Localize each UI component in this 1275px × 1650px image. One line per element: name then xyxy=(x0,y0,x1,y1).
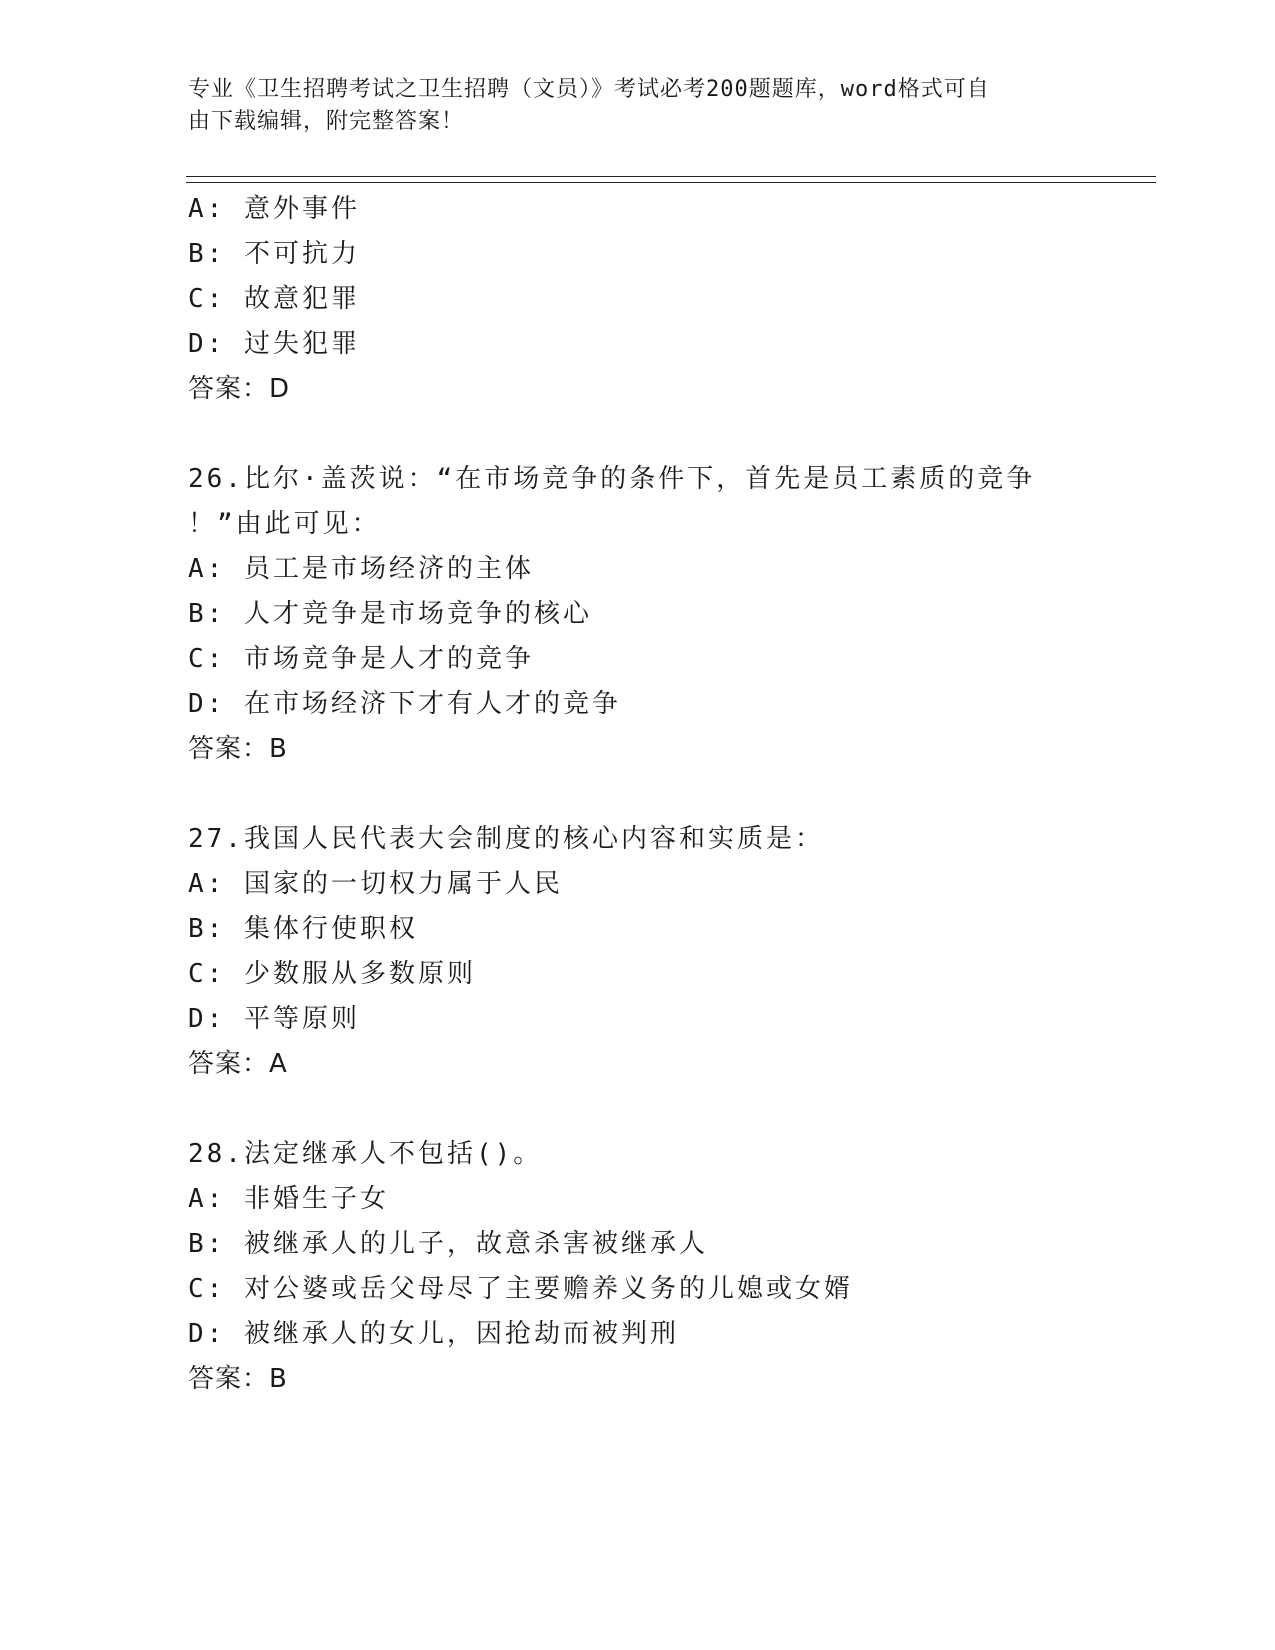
header-title-line-1: 专业《卫生招聘考试之卫生招聘（文员）》考试必考200题题库，word格式可自 xyxy=(188,77,990,102)
question-28-option-c: C: 对公婆或岳父母尽了主要赡养义务的儿媳或女婿 xyxy=(188,1274,853,1304)
header-divider-bottom xyxy=(186,182,1156,183)
header-title-line-2: 由下载编辑，附完整答案！ xyxy=(188,109,465,134)
question-28-stem: 28.法定继承人不包括()。 xyxy=(188,1139,543,1169)
question-27-stem: 27.我国人民代表大会制度的核心内容和实质是： xyxy=(188,824,824,854)
document-header xyxy=(188,74,1088,138)
prev-question-option-b: B: 不可抗力 xyxy=(188,239,360,269)
header-divider-top xyxy=(186,176,1156,177)
question-26-option-d: D: 在市场经济下才有人才的竞争 xyxy=(188,689,621,719)
question-26-option-a: A: 员工是市场经济的主体 xyxy=(188,554,534,584)
prev-question-answer: 答案：D xyxy=(188,374,291,404)
question-26-option-c: C: 市场竞争是人才的竞争 xyxy=(188,644,534,674)
question-27-option-d: D: 平等原则 xyxy=(188,1004,360,1034)
question-27-answer: 答案：A xyxy=(188,1049,288,1079)
question-27-option-b: B: 集体行使职权 xyxy=(188,914,418,944)
question-28-answer: 答案：B xyxy=(188,1364,288,1394)
question-28-option-d: D: 被继承人的女儿，因抢劫而被判刑 xyxy=(188,1319,679,1349)
question-27-option-c: C: 少数服从多数原则 xyxy=(188,959,476,989)
prev-question-option-d: D: 过失犯罪 xyxy=(188,329,360,359)
question-26-stem-line-2: ！”由此可见： xyxy=(188,509,381,539)
question-26-answer: 答案：B xyxy=(188,734,288,764)
question-28-option-a: A: 非婚生子女 xyxy=(188,1184,389,1214)
prev-question-option-a: A: 意外事件 xyxy=(188,194,360,224)
prev-question-option-c: C: 故意犯罪 xyxy=(188,284,360,314)
question-26-option-b: B: 人才竞争是市场竞争的核心 xyxy=(188,599,592,629)
question-26-stem-line-1: 26.比尔·盖茨说：“在市场竞争的条件下，首先是员工素质的竞争 xyxy=(188,464,1036,494)
question-27-option-a: A: 国家的一切权力属于人民 xyxy=(188,869,563,899)
question-28-option-b: B: 被继承人的儿子，故意杀害被继承人 xyxy=(188,1229,708,1259)
